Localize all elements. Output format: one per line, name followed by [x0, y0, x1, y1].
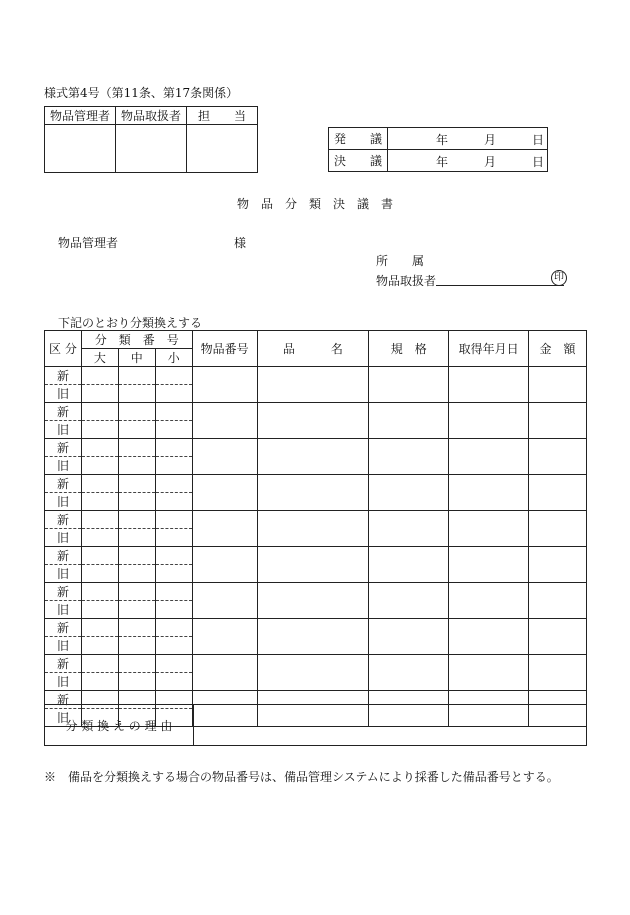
header-sho: 小 [155, 349, 192, 367]
bunrui-dai-old-cell[interactable] [81, 637, 118, 655]
header-dai: 大 [81, 349, 118, 367]
shutoku-cell[interactable] [449, 403, 529, 439]
kikaku-cell[interactable] [369, 655, 449, 691]
bunrui-chu-old-cell[interactable] [118, 601, 155, 619]
bangou-cell[interactable] [192, 475, 257, 511]
bunrui-chu-old-cell[interactable] [118, 493, 155, 511]
bunrui-sho-new-cell[interactable] [155, 547, 192, 565]
bunrui-sho-new-cell[interactable] [155, 619, 192, 637]
bunrui-chu-old-cell[interactable] [118, 565, 155, 583]
addressee-honorific: 様 [234, 236, 247, 250]
approval-stamp-staff[interactable] [187, 125, 258, 173]
table-row-new [45, 403, 587, 421]
bangou-cell[interactable] [192, 403, 257, 439]
bunrui-chu-new-cell[interactable] [118, 547, 155, 565]
table-row-new [45, 583, 587, 601]
hinmei-cell[interactable] [257, 367, 369, 403]
kingaku-cell[interactable] [529, 547, 587, 583]
header-chu: 中 [118, 349, 155, 367]
hinmei-cell[interactable] [257, 475, 369, 511]
kikaku-cell[interactable] [369, 583, 449, 619]
kubun-old-label: 旧 [45, 637, 82, 655]
footnote: ※ 備品を分類換えする場合の物品番号は、備品管理システムにより採番した備品番号とする。 [44, 770, 559, 784]
bunrui-sho-old-cell[interactable] [155, 637, 192, 655]
header-bangou: 物品番号 [192, 331, 257, 367]
kingaku-cell[interactable] [529, 475, 587, 511]
bunrui-dai-old-cell[interactable] [81, 421, 118, 439]
shutoku-cell[interactable] [449, 655, 529, 691]
header-hinmei: 品 名 [257, 331, 369, 367]
kubun-new-label: 新 [45, 403, 82, 421]
seal-mark: 印 [551, 270, 567, 286]
shutoku-cell[interactable] [449, 367, 529, 403]
bunrui-sho-new-cell[interactable] [155, 367, 192, 385]
bangou-cell[interactable] [192, 439, 257, 475]
kubun-old-label: 旧 [45, 529, 82, 547]
kubun-old-label: 旧 [45, 385, 82, 403]
bunrui-sho-old-cell[interactable] [155, 565, 192, 583]
bunrui-chu-new-cell[interactable] [118, 475, 155, 493]
hinmei-cell[interactable] [257, 547, 369, 583]
hinmei-cell[interactable] [257, 619, 369, 655]
kubun-new-label: 新 [45, 511, 82, 529]
date-label-hatsugi: 発 議 [329, 128, 388, 150]
bunrui-dai-new-cell[interactable] [81, 655, 118, 673]
approval-stamp-manager[interactable] [45, 125, 116, 173]
bunrui-dai-old-cell[interactable] [81, 457, 118, 475]
kubun-new-label: 新 [45, 619, 82, 637]
hinmei-cell[interactable] [257, 655, 369, 691]
bunrui-sho-new-cell[interactable] [155, 403, 192, 421]
kikaku-cell[interactable] [369, 367, 449, 403]
table-row-new [45, 439, 587, 457]
header-kikaku: 規 格 [369, 331, 449, 367]
intro-text: 下記のとおり分類換えする [58, 316, 203, 330]
kubun-old-label: 旧 [45, 673, 82, 691]
bunrui-chu-new-cell[interactable] [118, 439, 155, 457]
bunrui-dai-new-cell[interactable] [81, 619, 118, 637]
shutoku-cell[interactable] [449, 511, 529, 547]
table-row-new [45, 619, 587, 637]
kubun-old-label: 旧 [45, 709, 82, 727]
bunrui-dai-old-cell[interactable] [81, 493, 118, 511]
approval-header-staff: 担 当 [187, 107, 258, 125]
bunrui-dai-old-cell[interactable] [81, 565, 118, 583]
kubun-old-label: 旧 [45, 565, 82, 583]
handler-signature-line[interactable] [436, 285, 564, 286]
kingaku-cell[interactable] [529, 403, 587, 439]
bunrui-sho-old-cell[interactable] [155, 673, 192, 691]
bangou-cell[interactable] [192, 583, 257, 619]
kubun-new-label: 新 [45, 475, 82, 493]
bunrui-dai-new-cell[interactable] [81, 475, 118, 493]
bunrui-sho-new-cell[interactable] [155, 655, 192, 673]
approval-table [44, 106, 258, 173]
header-kingaku: 金 額 [529, 331, 587, 367]
kingaku-cell[interactable] [529, 367, 587, 403]
bunrui-chu-old-cell[interactable] [118, 385, 155, 403]
hinmei-cell[interactable] [257, 403, 369, 439]
shutoku-cell[interactable] [449, 547, 529, 583]
bunrui-chu-old-cell[interactable] [118, 673, 155, 691]
bunrui-sho-old-cell[interactable] [155, 493, 192, 511]
kubun-new-label: 新 [45, 547, 82, 565]
kikaku-cell[interactable] [369, 403, 449, 439]
bunrui-chu-new-cell[interactable] [118, 403, 155, 421]
bunrui-sho-new-cell[interactable] [155, 475, 192, 493]
bunrui-sho-old-cell[interactable] [155, 601, 192, 619]
kubun-new-label: 新 [45, 691, 82, 709]
bunrui-dai-new-cell[interactable] [81, 511, 118, 529]
approval-header-manager: 物品管理者 [45, 107, 116, 125]
bunrui-chu-new-cell[interactable] [118, 655, 155, 673]
approval-stamp-handler[interactable] [116, 125, 187, 173]
bunrui-chu-old-cell[interactable] [118, 457, 155, 475]
bangou-cell[interactable] [192, 655, 257, 691]
bunrui-chu-old-cell[interactable] [118, 637, 155, 655]
approval-header-handler: 物品取扱者 [116, 107, 187, 125]
dates-table [328, 127, 548, 172]
bunrui-sho-new-cell[interactable] [155, 511, 192, 529]
bangou-cell[interactable] [192, 511, 257, 547]
bunrui-dai-new-cell[interactable] [81, 367, 118, 385]
bangou-cell[interactable] [192, 367, 257, 403]
shutoku-cell[interactable] [449, 583, 529, 619]
bunrui-dai-new-cell[interactable] [81, 439, 118, 457]
kingaku-cell[interactable] [529, 439, 587, 475]
date-value-ketsugi[interactable]: 年 月 日 [388, 150, 548, 172]
reason-table [44, 704, 587, 746]
bunrui-dai-old-cell[interactable] [81, 529, 118, 547]
kikaku-cell[interactable] [369, 619, 449, 655]
header-kubun: 区 分 [45, 331, 82, 367]
bunrui-dai-new-cell[interactable] [81, 583, 118, 601]
bunrui-chu-new-cell[interactable] [118, 367, 155, 385]
kingaku-cell[interactable] [529, 655, 587, 691]
bunrui-chu-new-cell[interactable] [118, 511, 155, 529]
kubun-old-label: 旧 [45, 421, 82, 439]
bunrui-chu-new-cell[interactable] [118, 583, 155, 601]
kikaku-cell[interactable] [369, 475, 449, 511]
bunrui-sho-new-cell[interactable] [155, 439, 192, 457]
bunrui-sho-old-cell[interactable] [155, 385, 192, 403]
bunrui-chu-old-cell[interactable] [118, 421, 155, 439]
reason-label: 分 類 換 え の 理 由 [45, 705, 194, 746]
kikaku-cell[interactable] [369, 439, 449, 475]
bunrui-sho-new-cell[interactable] [155, 583, 192, 601]
bangou-cell[interactable] [192, 619, 257, 655]
hinmei-cell[interactable] [257, 583, 369, 619]
shutoku-cell[interactable] [449, 619, 529, 655]
kikaku-cell[interactable] [369, 547, 449, 583]
hinmei-cell[interactable] [257, 511, 369, 547]
bunrui-dai-new-cell[interactable] [81, 403, 118, 421]
kikaku-cell[interactable] [369, 511, 449, 547]
table-row-new [45, 367, 587, 385]
kubun-new-label: 新 [45, 367, 82, 385]
kingaku-cell[interactable] [529, 511, 587, 547]
kingaku-cell[interactable] [529, 583, 587, 619]
shutoku-cell[interactable] [449, 439, 529, 475]
kubun-old-label: 旧 [45, 493, 82, 511]
bunrui-sho-old-cell[interactable] [155, 457, 192, 475]
kingaku-cell[interactable] [529, 619, 587, 655]
bunrui-dai-old-cell[interactable] [81, 601, 118, 619]
table-row-new [45, 475, 587, 493]
bunrui-chu-new-cell[interactable] [118, 619, 155, 637]
kubun-old-label: 旧 [45, 457, 82, 475]
hinmei-cell[interactable] [257, 439, 369, 475]
table-row-new [45, 547, 587, 565]
date-label-ketsugi: 決 議 [329, 150, 388, 172]
table-row-new [45, 511, 587, 529]
form-number: 様式第4号（第11条、第17条関係） [44, 86, 239, 100]
handler-label: 物品取扱者 [376, 274, 437, 288]
date-value-hatsugi[interactable]: 年 月 日 [388, 128, 548, 150]
table-row-new [45, 655, 587, 673]
shutoku-cell[interactable] [449, 475, 529, 511]
bunrui-chu-old-cell[interactable] [118, 529, 155, 547]
classification-table [44, 330, 587, 727]
header-shutoku: 取得年月日 [449, 331, 529, 367]
reason-field[interactable] [194, 705, 587, 746]
kubun-new-label: 新 [45, 439, 82, 457]
kubun-new-label: 新 [45, 583, 82, 601]
bunrui-sho-old-cell[interactable] [155, 421, 192, 439]
bunrui-sho-old-cell[interactable] [155, 529, 192, 547]
bunrui-dai-old-cell[interactable] [81, 385, 118, 403]
kubun-old-label: 旧 [45, 601, 82, 619]
bangou-cell[interactable] [192, 547, 257, 583]
addressee-label: 物品管理者 [58, 236, 119, 250]
bunrui-dai-new-cell[interactable] [81, 547, 118, 565]
bunrui-dai-old-cell[interactable] [81, 673, 118, 691]
document-title: 物 品 分 類 決 議 書 [236, 197, 393, 211]
header-bunrui: 分 類 番 号 [81, 331, 192, 349]
affiliation-label: 所 属 [376, 254, 425, 268]
kubun-new-label: 新 [45, 655, 82, 673]
